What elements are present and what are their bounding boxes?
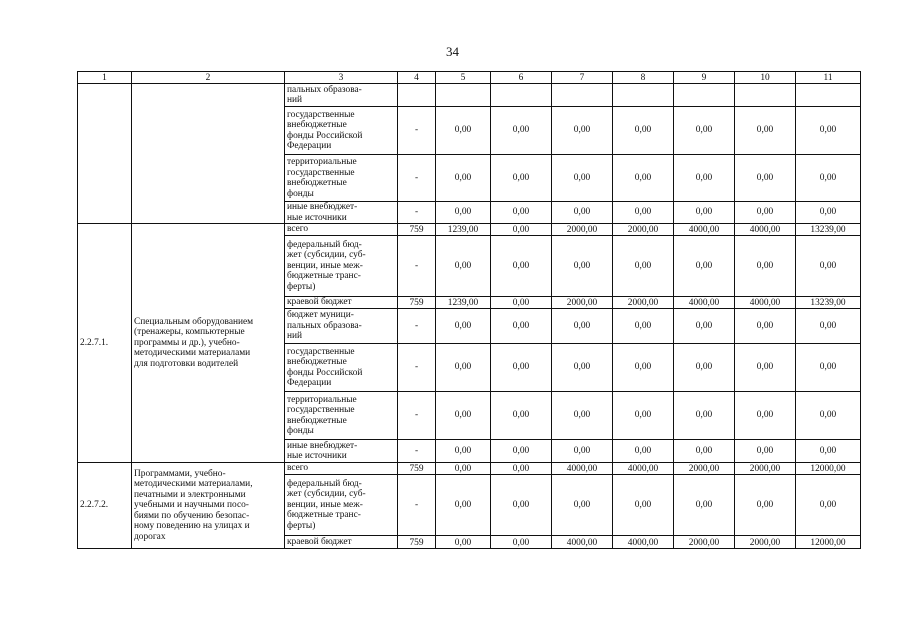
column-header: 1 (78, 72, 132, 84)
value-cell: 0,00 (674, 392, 735, 440)
value-cell: 0,00 (613, 440, 674, 463)
value-cell: 0,00 (436, 202, 491, 224)
column-header: 3 (285, 72, 398, 84)
value-cell: 0,00 (674, 202, 735, 224)
funding-source-cell: краевой бюджет (285, 297, 398, 309)
value-cell: 0,00 (436, 236, 491, 297)
value-cell: 0,00 (613, 309, 674, 344)
value-cell: 0,00 (796, 202, 861, 224)
value-cell: 0,00 (436, 107, 491, 155)
value-cell: 0,00 (796, 344, 861, 392)
item-description-cell: Специальным оборудованием (тренажеры, компьютерные программы и др.), учебно- методическими материалами для подготовки водителей (132, 224, 285, 463)
code-cell: 759 (398, 224, 436, 236)
funding-source-cell: иные внебюджет- ные источники (285, 440, 398, 463)
code-cell: - (398, 475, 436, 536)
value-cell: 0,00 (796, 236, 861, 297)
value-cell: 0,00 (491, 155, 552, 202)
value-cell: 0,00 (491, 392, 552, 440)
value-cell: 0,00 (613, 236, 674, 297)
value-cell: 0,00 (735, 309, 796, 344)
funding-source-cell: территориальные государственные внебюджетные фонды (285, 155, 398, 202)
value-cell (674, 84, 735, 107)
item-row (78, 224, 861, 236)
value-cell (735, 84, 796, 107)
funding-source-cell: государственные внебюджетные фонды Российской Федерации (285, 344, 398, 392)
value-cell: 0,00 (674, 107, 735, 155)
code-cell: - (398, 107, 436, 155)
value-cell (436, 84, 491, 107)
value-cell: 0,00 (735, 202, 796, 224)
value-cell: 0,00 (491, 202, 552, 224)
item-code-cell: 2.2.7.1. (78, 224, 132, 463)
value-cell: 0,00 (674, 236, 735, 297)
value-cell: 0,00 (796, 440, 861, 463)
value-cell: 0,00 (552, 236, 613, 297)
value-cell: 0,00 (674, 344, 735, 392)
funding-source-cell: федеральный бюд- жет (субсидии, суб- венции, иные меж- бюджетные транс- ферты) (285, 236, 398, 297)
funding-source-cell: всего (285, 463, 398, 475)
value-cell: 0,00 (796, 309, 861, 344)
code-cell: - (398, 392, 436, 440)
item-row (78, 463, 861, 475)
value-cell: 0,00 (796, 155, 861, 202)
column-header: 9 (674, 72, 735, 84)
code-cell (398, 84, 436, 107)
item-code-cell (78, 84, 132, 224)
value-cell: 0,00 (735, 155, 796, 202)
value-cell: 0,00 (613, 202, 674, 224)
header-row (78, 72, 861, 84)
value-cell: 0,00 (436, 344, 491, 392)
code-cell: 759 (398, 536, 436, 549)
value-cell: 0,00 (552, 440, 613, 463)
funding-source-cell: территориальные государственные внебюджетные фонды (285, 392, 398, 440)
column-header: 11 (796, 72, 861, 84)
value-cell: 4000,00 (552, 463, 613, 475)
value-cell: 0,00 (436, 440, 491, 463)
value-cell: 0,00 (613, 475, 674, 536)
value-cell: 0,00 (674, 155, 735, 202)
value-cell (491, 84, 552, 107)
code-cell: - (398, 155, 436, 202)
funding-source-cell: федеральный бюд- жет (субсидии, суб- венции, иные меж- бюджетные транс- ферты) (285, 475, 398, 536)
value-cell: 0,00 (491, 344, 552, 392)
value-cell: 0,00 (436, 475, 491, 536)
page-number: 34 (446, 44, 459, 59)
code-cell: - (398, 309, 436, 344)
value-cell: 0,00 (491, 440, 552, 463)
column-header: 6 (491, 72, 552, 84)
column-header: 2 (132, 72, 285, 84)
value-cell: 0,00 (674, 440, 735, 463)
budget-table (77, 71, 861, 549)
value-cell: 0,00 (436, 463, 491, 475)
code-cell: - (398, 440, 436, 463)
code-cell: - (398, 236, 436, 297)
funding-source-cell: пальных образова- ний (285, 84, 398, 107)
code-cell: - (398, 202, 436, 224)
item-description-cell (132, 84, 285, 224)
value-cell: 1239,00 (436, 224, 491, 236)
value-cell: 0,00 (796, 475, 861, 536)
value-cell: 4000,00 (674, 297, 735, 309)
value-cell: 0,00 (491, 475, 552, 536)
value-cell: 0,00 (796, 107, 861, 155)
value-cell: 2000,00 (735, 463, 796, 475)
value-cell: 0,00 (491, 463, 552, 475)
value-cell: 0,00 (491, 236, 552, 297)
value-cell: 4000,00 (735, 297, 796, 309)
item-description-cell: Программами, учебно- методическими материалами, печатными и электронными учебными и научными посо- биями по обучению безопас- ному поведению на улицах и дорогах (132, 463, 285, 549)
value-cell: 1239,00 (436, 297, 491, 309)
column-header: 10 (735, 72, 796, 84)
value-cell: 4000,00 (613, 536, 674, 549)
value-cell: 2000,00 (552, 224, 613, 236)
column-header: 4 (398, 72, 436, 84)
value-cell: 0,00 (436, 392, 491, 440)
value-cell: 0,00 (735, 440, 796, 463)
value-cell: 0,00 (796, 392, 861, 440)
value-cell: 4000,00 (552, 536, 613, 549)
column-header: 5 (436, 72, 491, 84)
code-cell: - (398, 344, 436, 392)
funding-source-cell: всего (285, 224, 398, 236)
value-cell: 0,00 (491, 309, 552, 344)
value-cell: 0,00 (735, 107, 796, 155)
value-cell: 0,00 (552, 309, 613, 344)
value-cell: 0,00 (613, 107, 674, 155)
value-cell: 0,00 (613, 155, 674, 202)
table-body (78, 84, 861, 549)
value-cell: 0,00 (552, 344, 613, 392)
value-cell: 12000,00 (796, 536, 861, 549)
value-cell: 0,00 (613, 392, 674, 440)
value-cell: 0,00 (735, 392, 796, 440)
continuation-row (78, 84, 861, 107)
value-cell: 13239,00 (796, 297, 861, 309)
value-cell: 0,00 (491, 297, 552, 309)
value-cell: 2000,00 (552, 297, 613, 309)
value-cell: 4000,00 (674, 224, 735, 236)
item-code-cell: 2.2.7.2. (78, 463, 132, 549)
value-cell: 0,00 (491, 107, 552, 155)
funding-source-cell: государственные внебюджетные фонды Российской Федерации (285, 107, 398, 155)
value-cell: 0,00 (735, 236, 796, 297)
column-header: 8 (613, 72, 674, 84)
value-cell: 0,00 (613, 344, 674, 392)
value-cell: 0,00 (552, 392, 613, 440)
value-cell: 0,00 (735, 344, 796, 392)
value-cell: 4000,00 (735, 224, 796, 236)
value-cell: 2000,00 (674, 463, 735, 475)
value-cell: 0,00 (491, 224, 552, 236)
column-header: 7 (552, 72, 613, 84)
value-cell: 0,00 (552, 202, 613, 224)
value-cell: 0,00 (436, 309, 491, 344)
value-cell: 0,00 (674, 475, 735, 536)
value-cell: 0,00 (436, 536, 491, 549)
value-cell: 0,00 (436, 155, 491, 202)
value-cell: 0,00 (735, 475, 796, 536)
code-cell: 759 (398, 463, 436, 475)
value-cell: 0,00 (552, 475, 613, 536)
value-cell: 2000,00 (674, 536, 735, 549)
value-cell (552, 84, 613, 107)
value-cell: 13239,00 (796, 224, 861, 236)
funding-source-cell: бюджет муници- пальных образова- ний (285, 309, 398, 344)
funding-source-cell: иные внебюджет- ные источники (285, 202, 398, 224)
value-cell (613, 84, 674, 107)
code-cell: 759 (398, 297, 436, 309)
value-cell: 2000,00 (613, 297, 674, 309)
value-cell (796, 84, 861, 107)
value-cell: 0,00 (491, 536, 552, 549)
value-cell: 4000,00 (613, 463, 674, 475)
funding-source-cell: краевой бюджет (285, 536, 398, 549)
value-cell: 12000,00 (796, 463, 861, 475)
value-cell: 0,00 (552, 107, 613, 155)
value-cell: 2000,00 (613, 224, 674, 236)
value-cell: 2000,00 (735, 536, 796, 549)
value-cell: 0,00 (674, 309, 735, 344)
value-cell: 0,00 (552, 155, 613, 202)
